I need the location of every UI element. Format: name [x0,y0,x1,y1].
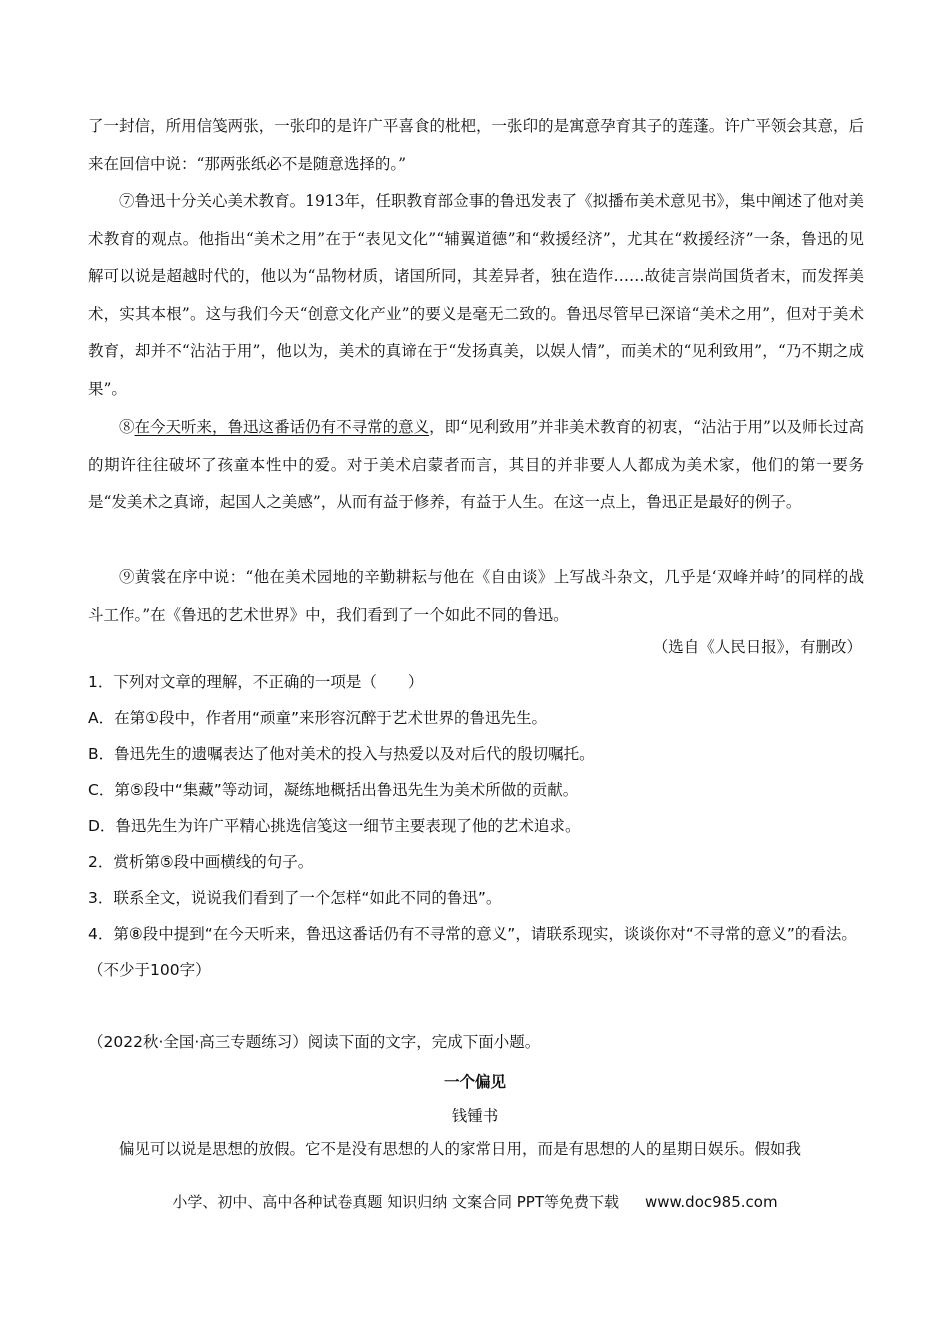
footer-text: 小学、初中、高中各种试卷真题 知识归纳 文案合同 PPT等免费下载 [172,1193,619,1211]
article-title: 一个偏见 [443,1073,506,1091]
section-intro: （2022秋·全国·高三专题练习）阅读下面的文字，完成下面小题。 [88,1033,541,1051]
article-first-line: 偏见可以说是思想的放假。它不是没有思想的人的家常日用，而是有思想的人的星期日娱乐。假如我 [119,1140,802,1158]
question-3: 3．联系全文，说说我们看到了一个怎样“如此不同的鲁迅”。 [88,889,502,907]
page-footer [0,1191,950,1212]
footer-url[interactable]: www.doc985.com [644,1193,778,1211]
underlined-sentence: 在今天听来，鲁迅这番话仍有不寻常的意义 [134,418,430,436]
question-4: 4．第⑧段中提到“在今天听来，鲁迅这番话仍有不寻常的意义”，请联系现实，谈谈你对“不寻常的意义”的看法。（不少于100字） [88,925,857,979]
question-1: 1．下列对文章的理解，不正确的一项是（ ） [88,673,424,691]
option-a: A．在第①段中，作者用“顽童”来形容沉醉于艺术世界的鲁迅先生。 [88,709,548,727]
article-author: 钱锺书 [451,1107,499,1125]
paragraph-9: ⑨黄裳在序中说：“他在美术园地的辛勤耕耘与他在《自由谈》上写战斗杂文，几乎是‘双峰并峙’的同样的战斗工作。”在《鲁迅的艺术世界》中，我们看到了一个如此不同的鲁迅。 [88,568,864,624]
paragraph-continued: 了一封信，所用信笺两张，一张印的是许广平喜食的枇杷，一张印的是寓意孕育其子的莲蓬。许广平领会其意，后来在回信中说：“那两张纸必不是随意选择的。” [88,117,864,173]
source-citation: （选自《人民日报》，有删改） [652,638,862,656]
paragraph-8 [88,409,864,522]
question-2: 2．赏析第⑤段中画横线的句子。 [88,853,314,871]
option-b: B．鲁迅先生的遗嘱表达了他对美术的投入与热爱以及对后代的殷切嘱托。 [88,745,595,763]
paragraph-8-rest: ，即“见利致用”并非美术教育的初衷，“沾沾于用”以及师长过高的期许往往破坏了孩童本性中的爱。对于美术启蒙者而言，其目的并非要人人都成为美术家，他们的第一要务是“发美术之真谛，起国人之美感”，从而有益于修养，有益于人生。在这一点上，鲁迅正是最好的例子。 [88,418,864,511]
paragraph-7: ⑦鲁迅十分关心美术教育。1913年，任职教育部佥事的鲁迅发表了《拟播布美术意见书》，集中阐述了他对美术教育的观点。他指出“美术之用”在于“表见文化”“辅翼道德”和“救援经济”，尤其在“救援经济”一条，鲁迅的见解可以说是超越时代的，他以为“品物材质，诸国所同，其差异者，独在造作……故徒言崇尚国货者末，而发挥美术，实其本根”。这与我们今天“创意文化产业”的要义是毫无二致的。鲁迅尽管早已深谙“美术之用”，但对于美术教育，却并不“沾沾于用”，他以为，美术的真谛在于“发扬真美，以娱人情”，而美术的“见利致用”，“乃不期之成果”。 [88,192,864,398]
option-c: C．第⑤段中“集藏”等动词，凝练地概括出鲁迅先生为美术所做的贡献。 [88,781,579,799]
option-d: D．鲁迅先生为许广平精心挑选信笺这一细节主要表现了他的艺术追求。 [88,817,581,835]
paragraph-8-marker: ⑧ [119,418,135,436]
